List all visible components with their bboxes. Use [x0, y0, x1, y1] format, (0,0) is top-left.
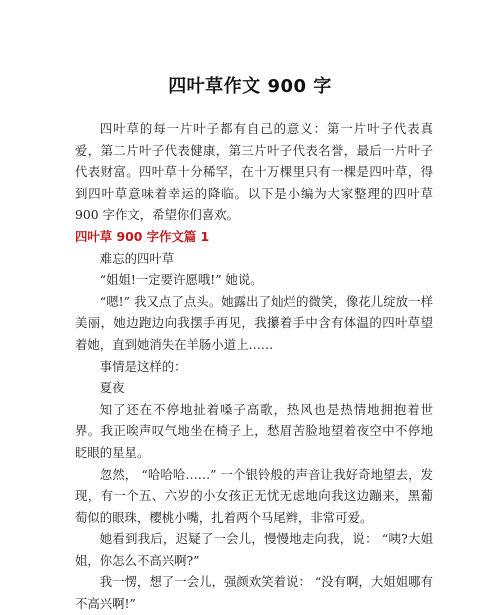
essay-subtitle: 难忘的四叶草 — [99, 250, 175, 266]
body-paragraph: 知了还在不停地扯着嗓子高歌，热风也是热情地拥抱着世界。我正唉声叹气地坐在椅子上，愁眉苦脸地望着夜空中不停地眨眼的星星。 — [75, 401, 433, 460]
body-paragraph: 忽然， “哈哈哈……” 一个银铃般的声音让我好奇地望去，发现，有一个五、六岁的小女孩正无忧无虑地向我这边蹦来，黑葡萄似的眼珠，樱桃小嘴，扎着两个马尾辫，非常可爱。 — [75, 466, 433, 525]
document-body — [75, 118, 433, 615]
body-paragraph: 事情是这样的： — [99, 358, 187, 374]
body-paragraph: “嗯!” 我又点了点头。她露出了灿烂的微笑，像花儿绽放一样美丽，她边跑边向我摆手再见，我攥着手中含有体温的四叶草望着她，直到她消失在羊肠小道上…… — [75, 293, 433, 352]
body-paragraph: 我一愣，想了一会儿，强颜欢笑着说： “没有啊，大姐姐哪有不高兴啊!” — [75, 574, 433, 612]
body-paragraph: 她看到我后，迟疑了一会儿，慢慢地走向我，说： “咦?大姐姐，你怎么不高兴啊?” — [75, 531, 433, 568]
body-paragraph: “姐姐!一定要许愿哦!” 她说。 — [99, 272, 263, 288]
intro-paragraph: 四叶草的每一片叶子都有自己的意义：第一片叶子代表真爱，第二片叶子代表健康，第三片叶子代表名誉，最后一片叶子代表财富。四叶草十分稀罕，在十万棵里只有一棵是四叶草，得到四叶草意味着幸运的降临。以下是小编为大家整理的四叶草 900 字作文，希望你们喜欢。 — [75, 121, 433, 223]
document-title: 四叶草作文 900 字 — [168, 76, 332, 97]
section-heading: 四叶草 900 字作文篇 1 — [75, 228, 210, 244]
body-paragraph: 夏夜 — [99, 380, 125, 396]
